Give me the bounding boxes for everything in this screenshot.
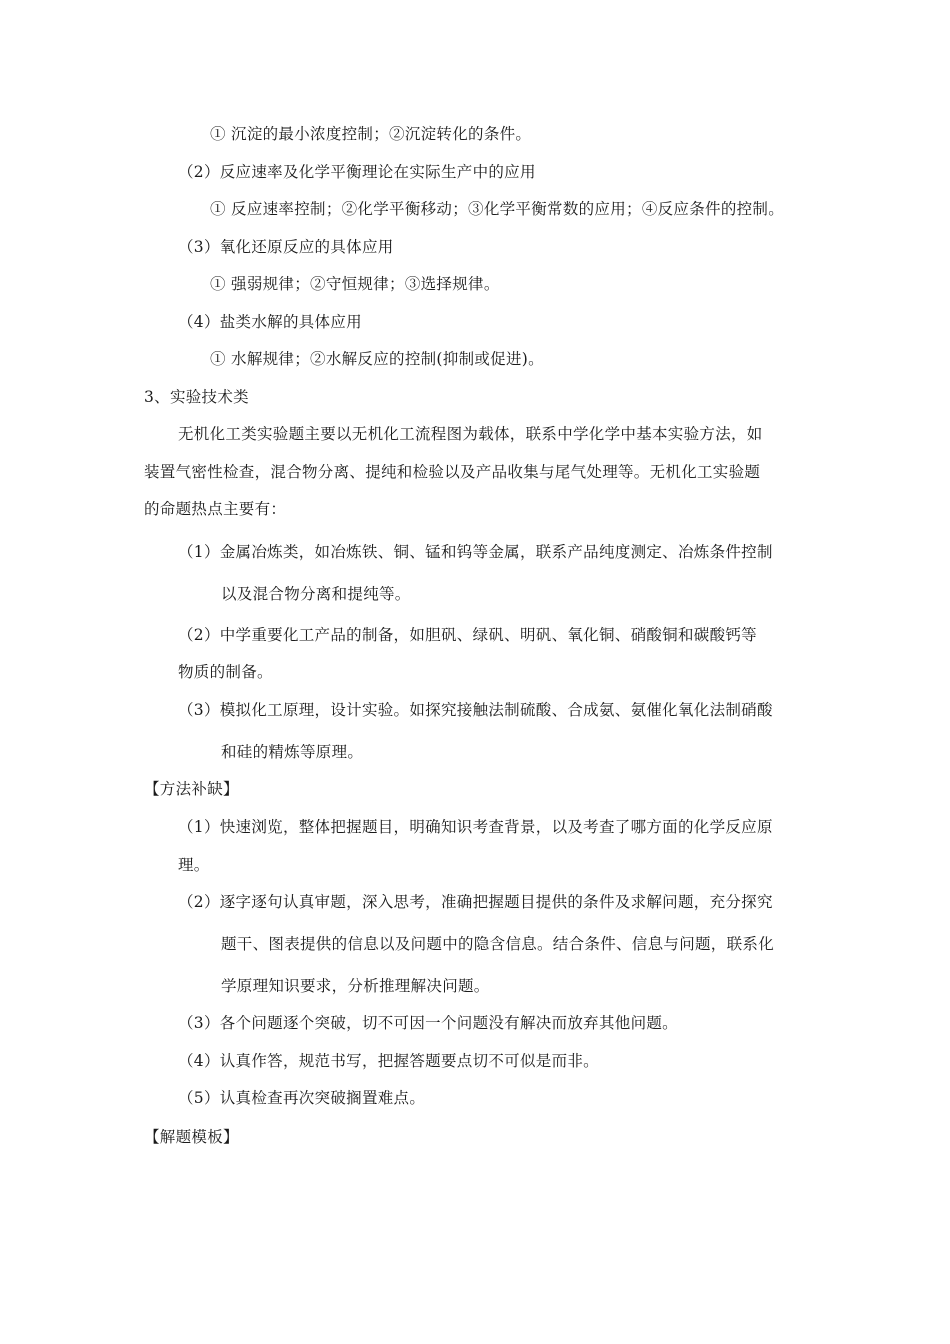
text-line: ① 反应速率控制；②化学平衡移动；③化学平衡常数的应用；④反应条件的控制。 xyxy=(210,200,785,218)
text-line: （3）模拟化工原理，设计实验。如探究接触法制硫酸、合成氨、氨催化氧化法制硝酸 xyxy=(178,701,773,719)
text-line: 理。 xyxy=(178,856,210,874)
text-line: 装置气密性检查，混合物分离、提纯和检验以及产品收集与尾气处理等。无机化工实验题 xyxy=(144,463,761,481)
section-heading: 【解题模板】 xyxy=(144,1128,239,1146)
text-line: 和硅的精炼等原理。 xyxy=(221,743,364,761)
text-line: 的命题热点主要有： xyxy=(144,500,287,518)
text-line: 题干、图表提供的信息以及问题中的隐含信息。结合条件、信息与问题，联系化 xyxy=(221,935,775,953)
section-heading: 3、实验技术类 xyxy=(144,388,249,406)
text-line: 以及混合物分离和提纯等。 xyxy=(221,585,411,603)
text-line: （2）逐字逐句认真审题，深入思考，准确把握题目提供的条件及求解问题，充分探究 xyxy=(178,893,773,911)
text-line: （4）盐类水解的具体应用 xyxy=(178,313,362,331)
text-line: （5）认真检查再次突破搁置难点。 xyxy=(178,1089,426,1107)
text-line: （2）反应速率及化学平衡理论在实际生产中的应用 xyxy=(178,163,536,181)
text-line: 无机化工类实验题主要以无机化工流程图为载体，联系中学化学中基本实验方法，如 xyxy=(178,425,763,443)
text-line: （1）金属冶炼类，如冶炼铁、铜、锰和钨等金属，联系产品纯度测定、冶炼条件控制 xyxy=(178,543,773,561)
text-line: （3）各个问题逐个突破，切不可因一个问题没有解决而放弃其他问题。 xyxy=(178,1014,678,1032)
text-line: ① 水解规律；②水解反应的控制(抑制或促进)。 xyxy=(210,350,544,368)
text-line: （4）认真作答，规范书写，把握答题要点切不可似是而非。 xyxy=(178,1052,599,1070)
text-line: （2）中学重要化工产品的制备，如胆矾、绿矾、明矾、氧化铜、硝酸铜和碳酸钙等 xyxy=(178,626,757,644)
text-line: （3）氧化还原反应的具体应用 xyxy=(178,238,394,256)
text-line: ① 强弱规律；②守恒规律；③选择规律。 xyxy=(210,275,500,293)
text-line: 物质的制备。 xyxy=(178,663,273,681)
section-heading: 【方法补缺】 xyxy=(144,780,239,798)
text-line: 学原理知识要求，分析推理解决问题。 xyxy=(221,977,490,995)
text-line: ① 沉淀的最小浓度控制；②沉淀转化的条件。 xyxy=(210,125,532,143)
text-line: （1）快速浏览，整体把握题目，明确知识考查背景，以及考查了哪方面的化学反应原 xyxy=(178,818,773,836)
